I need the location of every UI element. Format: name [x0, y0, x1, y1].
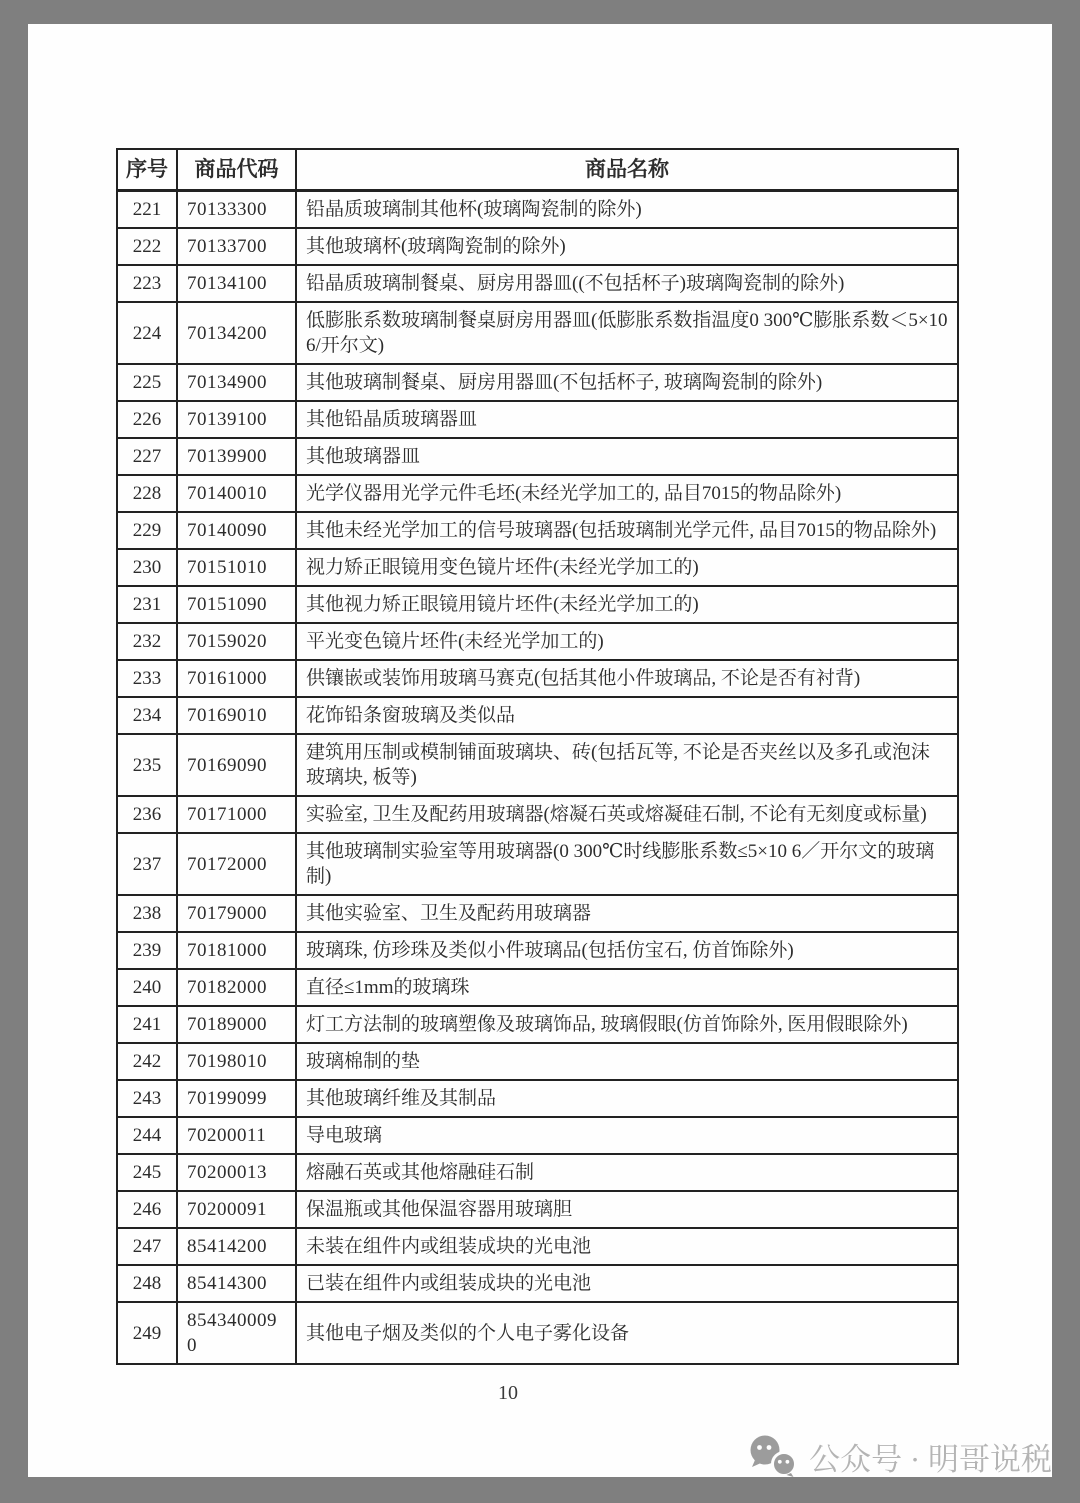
- serial-cell: 235: [117, 734, 177, 796]
- serial-cell: 240: [117, 969, 177, 1006]
- serial-cell: 249: [117, 1302, 177, 1364]
- name-cell: 供镶嵌或装饰用玻璃马赛克(包括其他小件玻璃品, 不论是否有衬背): [296, 660, 958, 697]
- code-cell: 70199099: [177, 1080, 296, 1117]
- name-cell: 其他电子烟及类似的个人电子雾化设备: [296, 1302, 958, 1364]
- code-cell: 70140010: [177, 475, 296, 512]
- table-row: [117, 1302, 958, 1364]
- table-row: [117, 228, 958, 265]
- serial-cell: 239: [117, 932, 177, 969]
- code-cell: 70171000: [177, 796, 296, 833]
- code-cell: 70179000: [177, 895, 296, 932]
- commodity-table: [116, 148, 959, 1365]
- serial-cell: 247: [117, 1228, 177, 1265]
- code-cell: 8543400090: [177, 1302, 296, 1364]
- code-cell: 70198010: [177, 1043, 296, 1080]
- table-row: [117, 586, 958, 623]
- serial-cell: 234: [117, 697, 177, 734]
- name-cell: 玻璃珠, 仿珍珠及类似小件玻璃品(包括仿宝石, 仿首饰除外): [296, 932, 958, 969]
- name-cell: 保温瓶或其他保温容器用玻璃胆: [296, 1191, 958, 1228]
- name-cell: 玻璃棉制的垫: [296, 1043, 958, 1080]
- table-row: [117, 438, 958, 475]
- name-cell: 铅晶质玻璃制餐桌、厨房用器皿((不包括杯子)玻璃陶瓷制的除外): [296, 265, 958, 302]
- header-commodity-name: 商品名称: [296, 149, 958, 191]
- name-cell: 导电玻璃: [296, 1117, 958, 1154]
- code-cell: 70182000: [177, 969, 296, 1006]
- name-cell: 视力矫正眼镜用变色镜片坯件(未经光学加工的): [296, 549, 958, 586]
- code-cell: 70133300: [177, 191, 296, 229]
- code-cell: 70139900: [177, 438, 296, 475]
- name-cell: 其他玻璃杯(玻璃陶瓷制的除外): [296, 228, 958, 265]
- serial-cell: 242: [117, 1043, 177, 1080]
- table-row: [117, 697, 958, 734]
- code-cell: 70200091: [177, 1191, 296, 1228]
- watermark-text: 公众号 · 明哥说税: [809, 1442, 1052, 1477]
- name-cell: 直径≤1mm的玻璃珠: [296, 969, 958, 1006]
- table-row: [117, 265, 958, 302]
- name-cell: 其他玻璃制实验室等用玻璃器(0 300℃时线膨胀系数≤5×10 6／开尔文的玻璃制): [296, 833, 958, 895]
- table-row: [117, 191, 958, 229]
- code-cell: 70181000: [177, 932, 296, 969]
- code-cell: 70134200: [177, 302, 296, 364]
- name-cell: 已装在组件内或组装成块的光电池: [296, 1265, 958, 1302]
- code-cell: 70161000: [177, 660, 296, 697]
- table-header-row: [117, 149, 958, 191]
- code-cell: 70169010: [177, 697, 296, 734]
- table-row: [117, 734, 958, 796]
- table-row: [117, 660, 958, 697]
- serial-cell: 244: [117, 1117, 177, 1154]
- name-cell: 其他玻璃纤维及其制品: [296, 1080, 958, 1117]
- serial-cell: 226: [117, 401, 177, 438]
- table-row: [117, 364, 958, 401]
- name-cell: 实验室, 卫生及配药用玻璃器(熔凝石英或熔凝硅石制, 不论有无刻度或标量): [296, 796, 958, 833]
- name-cell: 低膨胀系数玻璃制餐桌厨房用器皿(低膨胀系数指温度0 300℃膨胀系数＜5×10 6/开尔文): [296, 302, 958, 364]
- table-body: [117, 191, 958, 1365]
- table-row: [117, 302, 958, 364]
- serial-cell: 241: [117, 1006, 177, 1043]
- code-cell: 70200011: [177, 1117, 296, 1154]
- watermark: [747, 1435, 1052, 1477]
- serial-cell: 229: [117, 512, 177, 549]
- serial-cell: 243: [117, 1080, 177, 1117]
- name-cell: 其他玻璃器皿: [296, 438, 958, 475]
- page-number: 10: [498, 1382, 518, 1404]
- serial-cell: 236: [117, 796, 177, 833]
- code-cell: 70134900: [177, 364, 296, 401]
- code-cell: 70151090: [177, 586, 296, 623]
- header-commodity-code: 商品代码: [177, 149, 296, 191]
- table-row: [117, 833, 958, 895]
- table-row: [117, 401, 958, 438]
- serial-cell: 238: [117, 895, 177, 932]
- table-row: [117, 895, 958, 932]
- table-row: [117, 512, 958, 549]
- table-row: [117, 1080, 958, 1117]
- code-cell: 70189000: [177, 1006, 296, 1043]
- name-cell: 其他未经光学加工的信号玻璃器(包括玻璃制光学元件, 品目7015的物品除外): [296, 512, 958, 549]
- serial-cell: 233: [117, 660, 177, 697]
- wechat-official-account-icon: [747, 1435, 799, 1477]
- serial-cell: 224: [117, 302, 177, 364]
- serial-cell: 221: [117, 191, 177, 229]
- name-cell: 其他视力矫正眼镜用镜片坯件(未经光学加工的): [296, 586, 958, 623]
- code-cell: 70140090: [177, 512, 296, 549]
- table-row: [117, 1043, 958, 1080]
- name-cell: 未装在组件内或组装成块的光电池: [296, 1228, 958, 1265]
- code-cell: 70133700: [177, 228, 296, 265]
- code-cell: 70200013: [177, 1154, 296, 1191]
- name-cell: 其他玻璃制餐桌、厨房用器皿(不包括杯子, 玻璃陶瓷制的除外): [296, 364, 958, 401]
- header-serial-number: 序号: [117, 149, 177, 191]
- serial-cell: 222: [117, 228, 177, 265]
- serial-cell: 246: [117, 1191, 177, 1228]
- serial-cell: 248: [117, 1265, 177, 1302]
- name-cell: 其他铅晶质玻璃器皿: [296, 401, 958, 438]
- table-row: [117, 1117, 958, 1154]
- serial-cell: 245: [117, 1154, 177, 1191]
- serial-cell: 231: [117, 586, 177, 623]
- table-row: [117, 1006, 958, 1043]
- serial-cell: 230: [117, 549, 177, 586]
- serial-cell: 237: [117, 833, 177, 895]
- name-cell: 花饰铅条窗玻璃及类似品: [296, 697, 958, 734]
- code-cell: 70134100: [177, 265, 296, 302]
- code-cell: 70139100: [177, 401, 296, 438]
- serial-cell: 232: [117, 623, 177, 660]
- name-cell: 平光变色镜片坯件(未经光学加工的): [296, 623, 958, 660]
- table-row: [117, 549, 958, 586]
- table-row: [117, 932, 958, 969]
- table-row: [117, 1228, 958, 1265]
- code-cell: 85414300: [177, 1265, 296, 1302]
- code-cell: 70172000: [177, 833, 296, 895]
- serial-cell: 227: [117, 438, 177, 475]
- table-row: [117, 1191, 958, 1228]
- table-row: [117, 969, 958, 1006]
- serial-cell: 223: [117, 265, 177, 302]
- table-row: [117, 1265, 958, 1302]
- serial-cell: 225: [117, 364, 177, 401]
- name-cell: 光学仪器用光学元件毛坯(未经光学加工的, 品目7015的物品除外): [296, 475, 958, 512]
- name-cell: 熔融石英或其他熔融硅石制: [296, 1154, 958, 1191]
- code-cell: 85414200: [177, 1228, 296, 1265]
- table-row: [117, 1154, 958, 1191]
- code-cell: 70151010: [177, 549, 296, 586]
- code-cell: 70169090: [177, 734, 296, 796]
- name-cell: 其他实验室、卫生及配药用玻璃器: [296, 895, 958, 932]
- name-cell: 铅晶质玻璃制其他杯(玻璃陶瓷制的除外): [296, 191, 958, 229]
- document-page: [28, 24, 1052, 1477]
- name-cell: 建筑用压制或模制铺面玻璃块、砖(包括瓦等, 不论是否夹丝以及多孔或泡沫玻璃块, 板等): [296, 734, 958, 796]
- serial-cell: 228: [117, 475, 177, 512]
- table-row: [117, 475, 958, 512]
- name-cell: 灯工方法制的玻璃塑像及玻璃饰品, 玻璃假眼(仿首饰除外, 医用假眼除外): [296, 1006, 958, 1043]
- code-cell: 70159020: [177, 623, 296, 660]
- table-row: [117, 623, 958, 660]
- table-row: [117, 796, 958, 833]
